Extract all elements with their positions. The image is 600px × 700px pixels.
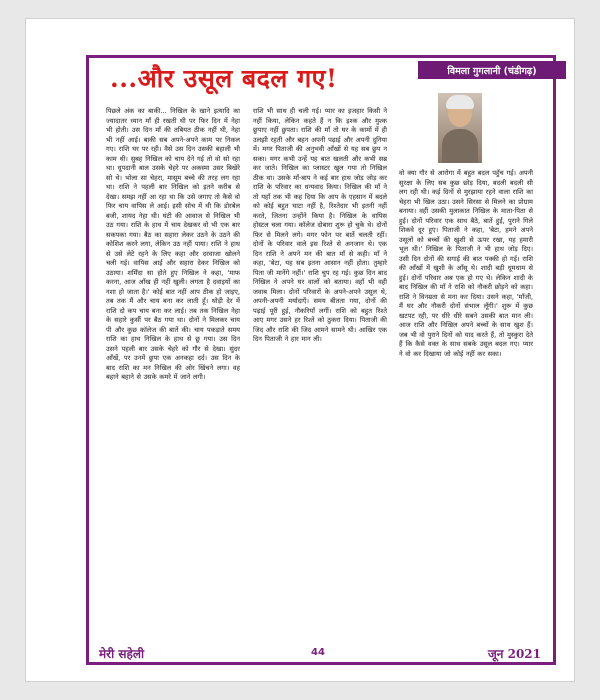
author-photo-hair [446,95,474,109]
text-column-1: पिछले अंक का बाकी... निखिल के खाने इत्यादि का ज्यादातर ध्यान माँ ही रखती थी पर फिर दिन में नेहा भी होती। उस दिन माँ की तबियत ठीक नहीं थी, नेहा भी नहीं आई। बाकी सब अपने-अपने काम पर निकल गए। राशि घर पर रही। वैसे उस दिन उसकी बहाली भी काम थी। सुबह निखिल को चाय देने गई तो वो सो रहा था। धूपदानी बाल उसके चेहरे पर अकस्मा उसर बिखेरे सो थे। भोला सा चेहरा, मासूम बच्चे की तरह लग रहा था। राशि ने पहली बार निखिल को इतने करीब से देखा। समझ नहीं आ रहा था कि उसे जगाए तो कैसे वो फिर चाय वापिस ले आई। इसी सोच में थी कि डोरबेल बजी, शायद नेहा थी। घंटी की आवाज से निखिल भी उठ गया। राशि के हाथ में चाय देखकर वो भी एक बार सकपका गया। बैठ का सहारा लेकर उठने के उठने की कोशिश करने लगा, लेकिन उठ नहीं पाया। राशि ने हाथ से उसे लेटे रहने के लिए कहा और दरवाजा खोलने चली गई। वापिस आई और सहारा देकर निखिल को उठाया। शर्मिंदा सा होते हुए निखिल ने कहा, 'माफ करना, आज आँख ही नहीं खुली। लगता है दवाइयों का नशा हो जाता है।' कोई बात नहीं आप ठीक हो जाइए, तब तक मैं और चाय बना कर लाती हूँ। थोड़ी देर में राशि दो कप चाय बना कर लाई। तब तक निखिल नेहा के सहारे कुर्सी पर बैठ गया था। दोनों ने मिलकर चाय पी और कुछ कॉलेज की बातें की। चाय पकड़ाते समय राशि का हाथ निखिल के हाथ से छू गया। उस दिन उसने पहली बार उसके चेहरे को गौर से देखा। सुंदर आँखें, पर उनमें छुपा एक अनकहा दर्द। उस दिन के बाद राशि का मन निखिल की ओर खिंचने लगा। वह बहाने बहाने से उसके कमरे में जाने लगी। [106,107,240,381]
magazine-name: मेरी सहेली [99,647,145,661]
author-byline: विमला गुगलानी (चंडीगढ़) [418,61,566,79]
text-column-2: राशि भी साथ ही चली गई। प्यार का इजहार किसी ने नहीं किया, लेकिन कहते हैं न कि इश्क और मुश्क छुपाए नहीं छुपता। राशि की माँ तो घर के कामों में ही उलझी रहती और बहन अपनी पढ़ाई और अपनी दुनिया में। मगर पिताजी की अनुभवी आँखों से यह सब छुप न सका। मगर कभी उन्हें यह बात खलती और कभी सब्र कर जाते। निखिल का प्लास्टर खुल गया तो निखिल ठीक था। उसके माँ-बाप ने कई बार हाथ जोड़ जोड़ कर राशि के परिवार का धन्यवाद किया। निखिल की माँ ने तो यहाँ तक भी कह दिया कि आप के एहसान में बदले को कोई बहुत घाटा नहीं है, रिश्तेदार भी इतनी नहीं करते, जितना उन्होंने किया है। निखिल के वापिस होस्टल चला गया। कॉलेज दोबारा शुरू हो चुके थे। दोनों फिर से मिलने लगे। मगर फोन पर बातें चलती रहीं। दोनों के परिवार वाले इस रिश्ते से अनजान थे। एक दिन राशि ने अपने मन की बात माँ से कही। माँ ने कहा, 'बेटा, यह सब इतना आसान नहीं होता। तुम्हारे पिता जी मानेंगे नहीं।' राशि चुप रह गई। कुछ दिन बाद निखिल ने अपने घर वालों को बताया। वहाँ भी वही जवाब मिला। दोनों परिवारों के अपने-अपने उसूल थे, अपनी-अपनी मर्यादाएँ। समय बीतता गया, दोनों की पढ़ाई पूरी हुई, नौकरियाँ लगीं। राशि को बहुत रिश्ते आए मगर उसने हर रिश्ते को ठुकरा दिया। पिताजी की जिद और राशि की जिद आमने सामने थी। आखिर एक दिन पिताजी ने हार मान ली। [253,107,387,343]
magazine-page [25,18,575,682]
author-photo [438,93,482,163]
article-title: ...और उसूल बदल गए! [110,64,338,93]
page-number: 44 [311,647,325,658]
issue-date: जून 2021 [487,647,541,661]
author-photo-body [442,129,478,163]
page-footer [89,643,553,662]
text-column-3: वो क्या गौर से आरोगा में बहुत बदल पहुँच गई। अपनी सुरक्षा के लिए सब कुछ छोड़ दिया, बदली बदली सी लग रही थी। कई दिनों से मुरझाया रहने वाला राशि का चेहरा भी खिल उठा। उसने सिरसा से मिलने का प्रोग्राम बनाया। वहीं उसकी मुलाकात निखिल के माता-पिता से हुई। दोनों परिवार एक साथ बैठे, बातें हुईं, पुराने गिले शिकवे दूर हुए। पिताजी ने कहा, 'बेटा, हमने अपने उसूलों को बच्चों की खुशी से ऊपर रखा, यह हमारी भूल थी।' निखिल के पिताजी ने भी हाथ जोड़ दिए। उसी दिन दोनों की सगाई की बात पक्की हो गई। राशि की आँखों में खुशी के आँसू थे। शादी बड़ी धूमधाम से हुई। दोनों परिवार अब एक हो गए थे। लेकिन शादी के बाद निखिल की माँ ने राशि को नौकरी छोड़ने को कहा। राशि ने विनम्रता से मना कर दिया। उसने कहा, 'माँजी, मैं घर और नौकरी दोनों संभाल लूँगी।' शुरू में कुछ खटपट रही, पर धीरे धीरे सबने उसकी बात मान ली। आज राशि और निखिल अपने बच्चों के साथ खुश हैं। जब भी वो पुराने दिनों को याद करते हैं, तो मुस्कुरा देते हैं कि कैसे वक्त के साथ सबके उसूल बदल गए। प्यार ने वो कर दिखाया जो कोई नहीं कर सका। [399,169,533,358]
